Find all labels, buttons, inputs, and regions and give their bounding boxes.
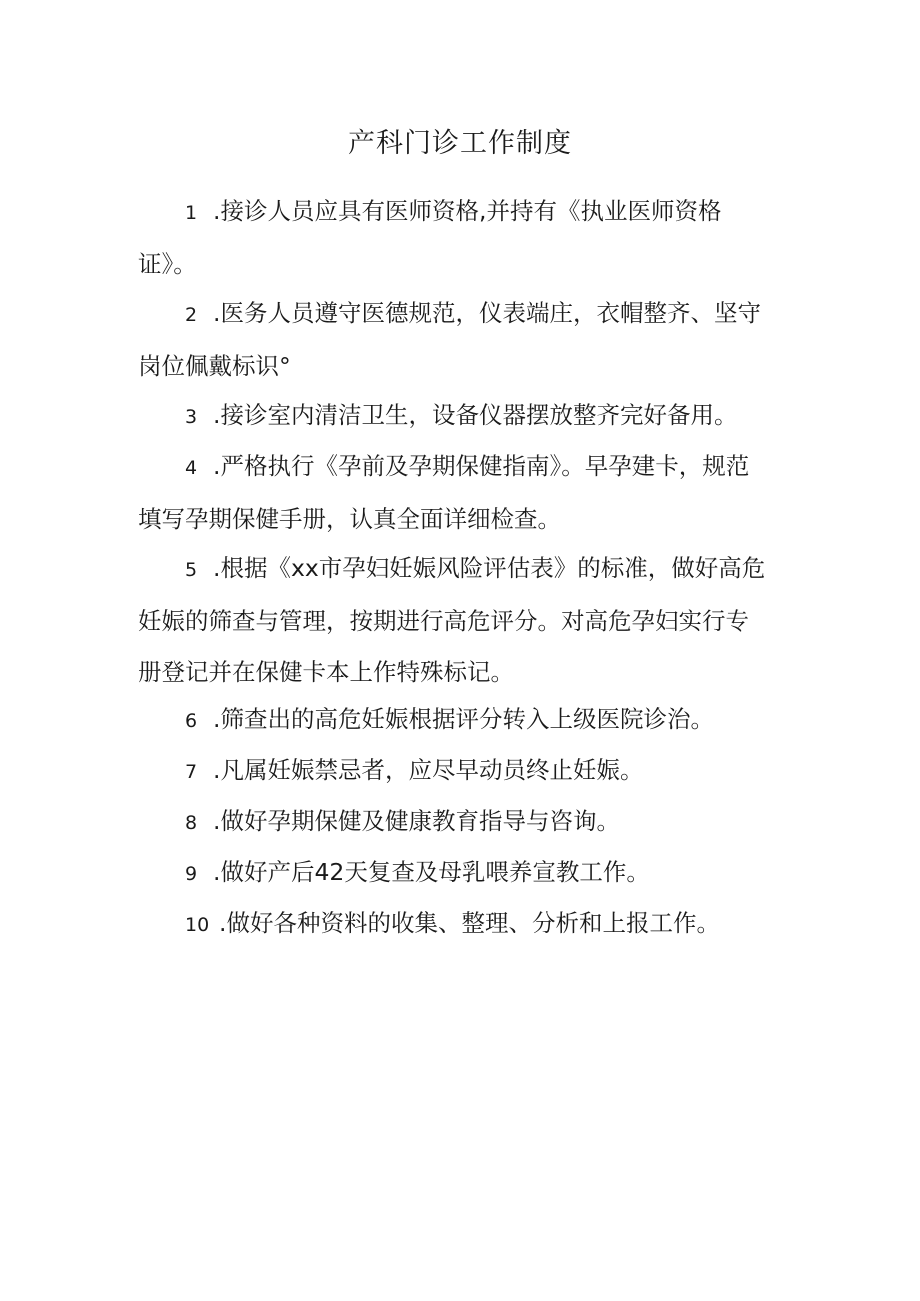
rule-item-10 xyxy=(138,898,798,951)
item-number: 1 xyxy=(185,202,198,224)
rule-item-5 xyxy=(138,543,798,698)
item-text: .做好产后42天复查及母乳喂养宣教工作。 xyxy=(213,858,650,886)
rule-item-7 xyxy=(138,745,798,798)
rule-item-6 xyxy=(138,694,798,747)
item-number: 5 xyxy=(185,559,198,581)
rule-item-4 xyxy=(138,441,798,545)
item-number: 10 xyxy=(185,914,210,936)
item-text: .做好孕期保健及健康教育指导与咨询。 xyxy=(213,807,620,835)
rule-item-9 xyxy=(138,847,798,900)
item-text: .筛查出的高危妊娠根据评分转入上级医院诊治。 xyxy=(213,705,714,733)
rule-item-8 xyxy=(138,796,798,849)
item-text: .严格执行《孕前及孕期保健指南》。早孕建卡，规范 xyxy=(213,452,750,480)
item-number: 4 xyxy=(185,457,198,479)
item-text: 填写孕期保健手册，认真全面详细检查。 xyxy=(138,505,561,533)
item-number: 8 xyxy=(185,812,198,834)
item-text: .接诊人员应具有医师资格,并持有《执业医师资格 xyxy=(213,197,722,225)
item-text: .凡属妊娠禁忌者，应尽早动员终止妊娠。 xyxy=(213,756,644,784)
rule-item-3 xyxy=(138,390,798,443)
document-title: 产科门诊工作制度 xyxy=(348,128,572,159)
item-text: .接诊室内清洁卫生，设备仪器摆放整齐完好备用。 xyxy=(213,401,738,429)
item-text: 证》。 xyxy=(138,250,197,278)
item-number: 2 xyxy=(185,304,198,326)
item-text: .做好各种资料的收集、整理、分析和上报工作。 xyxy=(219,909,720,937)
item-number: 3 xyxy=(185,406,198,428)
item-number: 6 xyxy=(185,710,198,732)
item-text: 妊娠的筛查与管理，按期进行高危评分。对高危孕妇实行专 xyxy=(138,607,749,635)
item-text: 岗位佩戴标识° xyxy=(138,352,291,380)
item-text: .医务人员遵守医德规范，仪表端庄，衣帽整齐、坚守 xyxy=(213,299,761,327)
rule-item-2 xyxy=(138,288,798,392)
rule-item-1 xyxy=(138,186,798,290)
item-text: 册登记并在保健卡本上作特殊标记。 xyxy=(138,658,514,686)
item-number: 9 xyxy=(185,863,198,885)
item-text: .根据《xx市孕妇妊娠风险评估表》的标准，做好高危 xyxy=(213,554,766,582)
item-number: 7 xyxy=(185,761,198,783)
